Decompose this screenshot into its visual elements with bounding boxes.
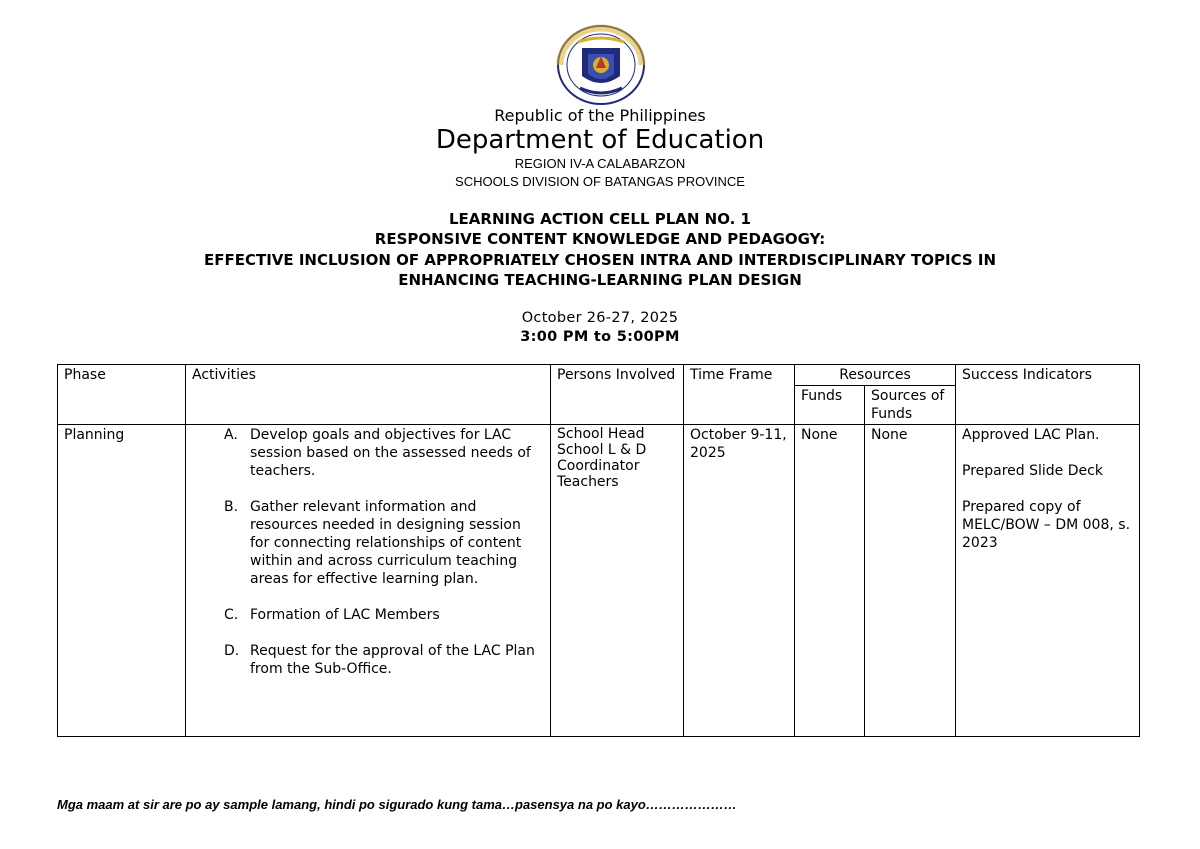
header-sources: Sources of Funds bbox=[865, 386, 956, 425]
schedule-date: October 26-27, 2025 bbox=[521, 310, 679, 326]
plan-title-line4: ENHANCING TEACHING-LEARNING PLAN DESIGN bbox=[398, 271, 802, 289]
department-title: Department of Education bbox=[435, 125, 765, 155]
cell-phase: Planning bbox=[58, 425, 186, 737]
header-success: Success Indicators bbox=[956, 365, 1140, 425]
person-item: School L & D Coordinator bbox=[557, 442, 647, 474]
footer-note: Mga maam at sir are po ay sample lamang, hindi po sigurado kung tama…pasensya na po kayo………………… bbox=[57, 797, 737, 812]
region-text: REGION IV-A CALABARZON bbox=[514, 156, 686, 171]
division-text: SCHOOLS DIVISION OF BATANGAS PROVINCE bbox=[455, 174, 745, 189]
cell-activities bbox=[186, 425, 551, 737]
header-phase: Phase bbox=[58, 365, 186, 425]
person-item: Teachers bbox=[557, 474, 619, 490]
table-row bbox=[58, 425, 1140, 737]
cell-sources: None bbox=[865, 425, 956, 737]
plan-title-line3: EFFECTIVE INCLUSION OF APPROPRIATELY CHOSEN INTRA AND INTERDISCIPLINARY TOPICS IN bbox=[203, 251, 997, 269]
header-time-frame: Time Frame bbox=[684, 365, 795, 425]
list-item: B. Gather relevant information and resources needed in designing session for connecting relationships of content within and across curriculum teaching areas for effective learning plan. bbox=[224, 499, 522, 587]
success-item: Prepared Slide Deck bbox=[962, 463, 1103, 479]
person-item: School Head bbox=[557, 426, 645, 442]
list-item: C. Formation of LAC Members bbox=[224, 607, 440, 623]
schedule-time: 3:00 PM to 5:00PM bbox=[520, 329, 680, 345]
table-header-row bbox=[58, 365, 1140, 386]
success-item: Approved LAC Plan. bbox=[962, 427, 1100, 443]
lac-plan-table bbox=[57, 364, 1140, 737]
cell-time-frame: October 9-11, 2025 bbox=[684, 425, 795, 737]
header-persons: Persons Involved bbox=[551, 365, 684, 425]
republic-text: Republic of the Philippines bbox=[494, 106, 706, 125]
cell-funds: None bbox=[795, 425, 865, 737]
cell-persons bbox=[551, 425, 684, 737]
plan-title-line2: RESPONSIVE CONTENT KNOWLEDGE AND PEDAGOGY: bbox=[374, 230, 826, 248]
header-resources: Resources bbox=[795, 365, 956, 386]
success-item: Prepared copy of MELC/BOW – DM 008, s. 2023 bbox=[962, 499, 1131, 551]
header-funds: Funds bbox=[795, 386, 865, 425]
list-item: D. Request for the approval of the LAC Plan from the Sub-Office. bbox=[224, 643, 535, 677]
plan-title-line1: LEARNING ACTION CELL PLAN NO. 1 bbox=[448, 210, 751, 228]
header-activities: Activities bbox=[186, 365, 551, 425]
list-item: A. Develop goals and objectives for LAC session based on the assessed needs of teachers. bbox=[224, 427, 531, 479]
deped-seal-icon bbox=[556, 24, 646, 106]
cell-success bbox=[956, 425, 1140, 737]
